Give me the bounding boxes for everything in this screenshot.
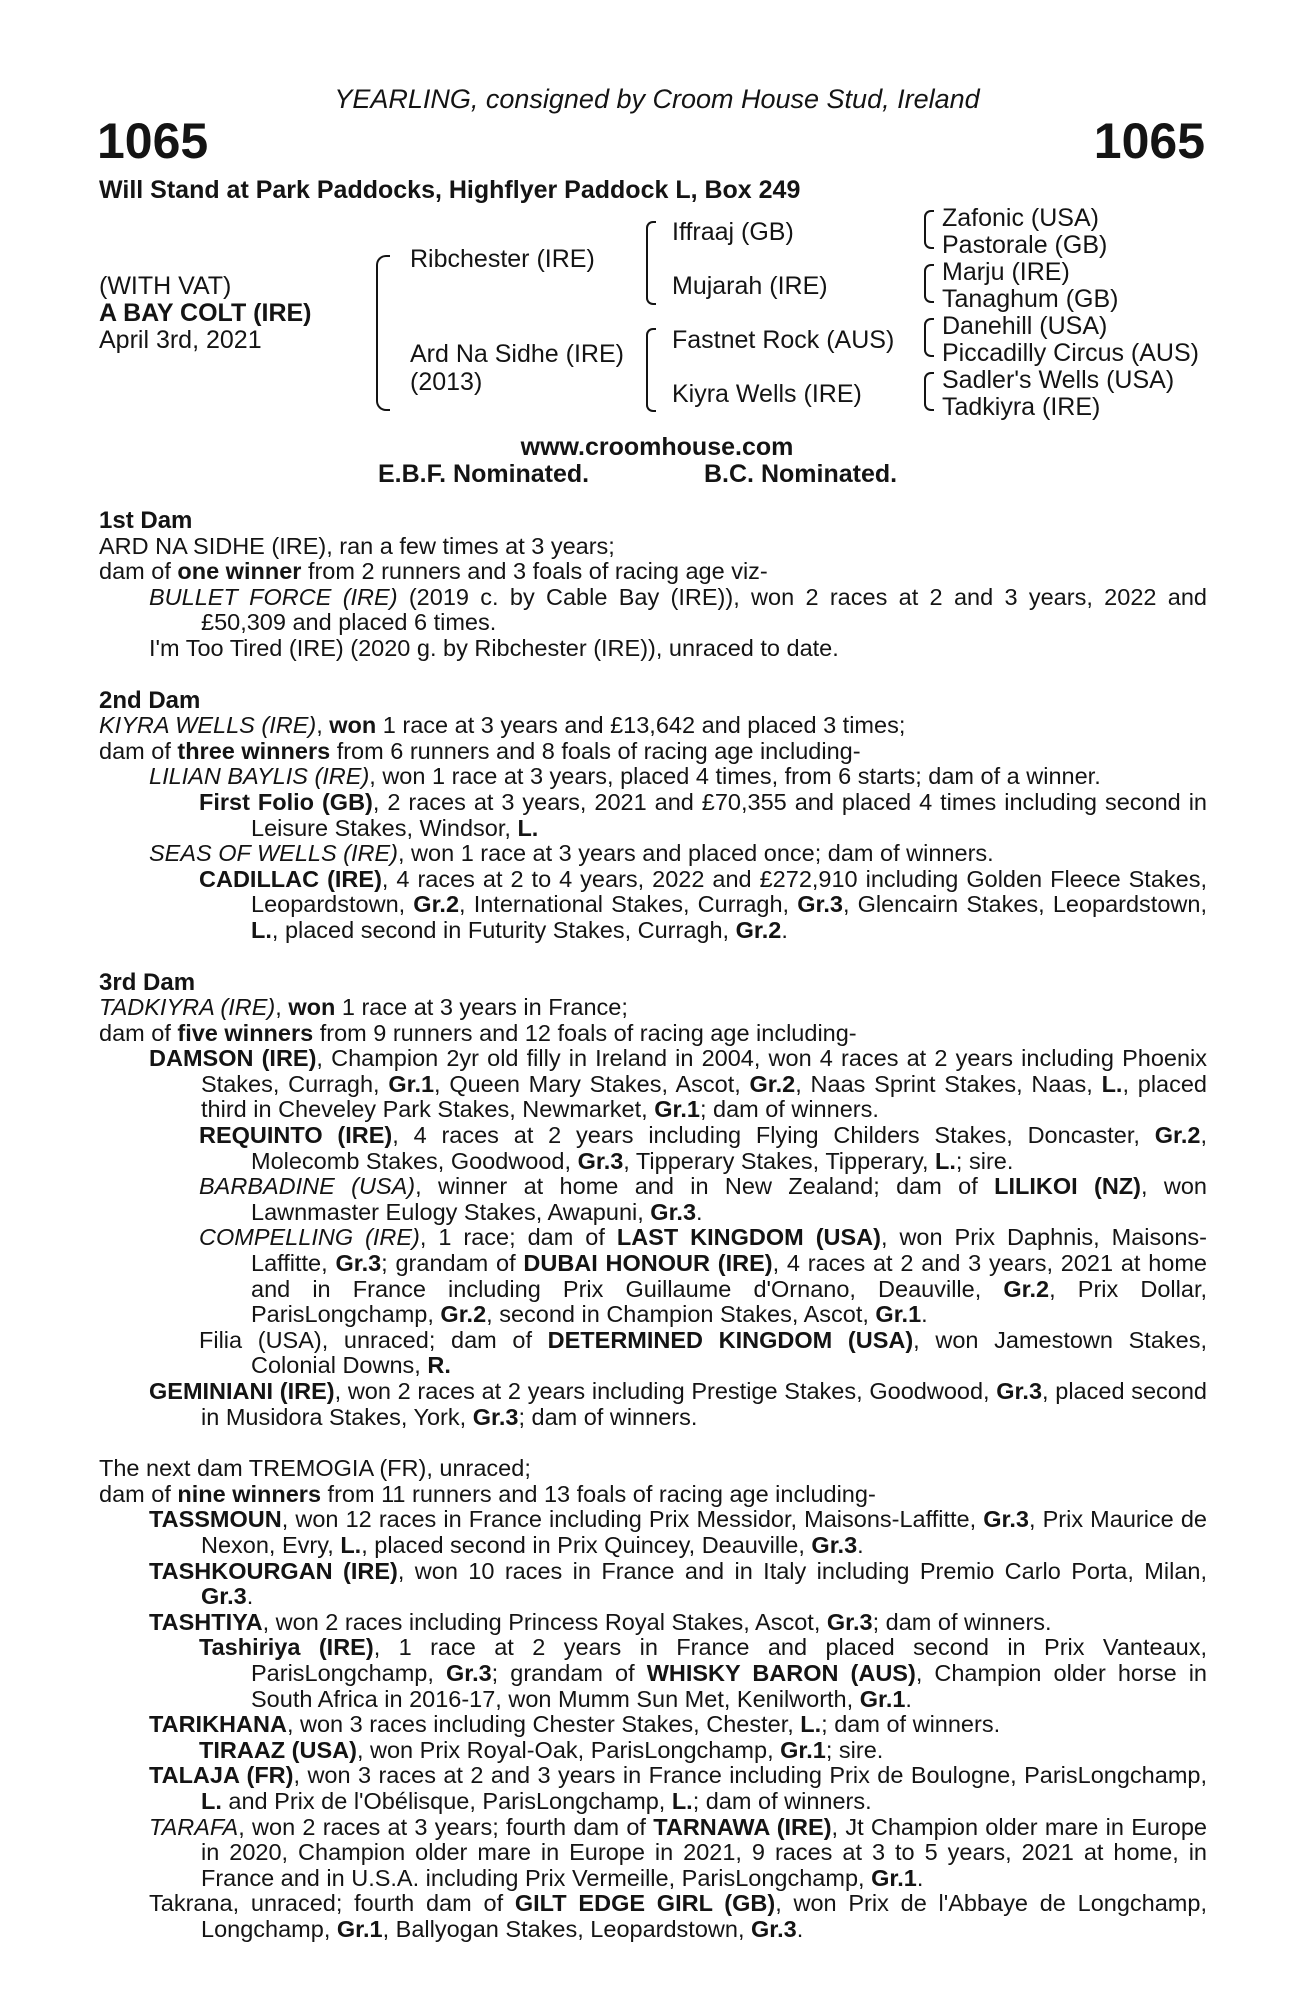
lot-number-left: 1065 <box>97 113 209 169</box>
pedigree-brace-ds <box>924 318 934 357</box>
sds: Marju (IRE) <box>942 258 1070 286</box>
body-line: TIRAAZ (USA), won Prix Royal-Oak, ParisLongchamp, Gr.1; sire. <box>199 1736 884 1763</box>
body-line: Takrana, unraced; fourth dam of GILT EDGE GIRL (GB), won Prix de l'Abbaye de Longchamp, Longchamp, Gr.1, Ballyogan Stakes, Leopardstown, Gr.3. <box>149 1890 1207 1942</box>
body-line: ARD NA SIDHE (IRE), ran a few times at 3 years; <box>99 532 615 559</box>
pedigree-brace-sd <box>924 264 934 303</box>
pedigree-brace-dam <box>646 328 656 412</box>
body-line: GEMINIANI (IRE), won 2 races at 2 years including Prestige Stakes, Goodwood, Gr.3, placed second in Musidora Stakes, York, Gr.3; dam of winners. <box>149 1378 1207 1430</box>
dam-dam: Kiyra Wells (IRE) <box>672 380 862 408</box>
body-line: DAMSON (IRE), Champion 2yr old filly in Ireland in 2004, won 4 races at 2 years including Phoenix Stakes, Curragh, Gr.1, Queen Mary Stakes, Ascot, Gr.2, Naas Sprint Stakes, Naas, L., placed third in Cheveley Park Stakes, Newmarket, Gr.1; dam of winners. <box>149 1045 1208 1123</box>
vat-note: (WITH VAT) <box>99 272 232 300</box>
body-line: I'm Too Tired (IRE) (2020 g. by Ribchester (IRE)), unraced to date. <box>149 634 839 661</box>
body-line: BARBADINE (USA), winner at home and in New Zealand; dam of LILIKOI (NZ), won Lawnmaster Eulogy Stakes, Awapuni, Gr.3. <box>199 1173 1207 1225</box>
horse-name: A BAY COLT (IRE) <box>99 299 312 327</box>
lot-number-right: 1065 <box>1093 113 1205 169</box>
pedigree-brace-main <box>376 255 390 411</box>
body-line: First Folio (GB), 2 races at 3 years, 2021 and £70,355 and placed 4 times including second in Leisure Stakes, Windsor, L. <box>199 788 1207 841</box>
body-line: KIYRA WELLS (IRE), won 1 race at 3 years and £13,642 and placed 3 times; <box>99 712 906 739</box>
body-line: TASSMOUN, won 12 races in France including Prix Messidor, Maisons-Laffitte, Gr.3, Prix Maurice de Nexon, Evry, L., placed second in Prix Quincey, Deauville, Gr.3. <box>149 1506 1207 1558</box>
pedigree-brace-dd <box>924 372 934 411</box>
body-line: dam of five winners from 9 runners and 12 foals of racing age including- <box>99 1019 857 1046</box>
bc-nomination: B.C. Nominated. <box>704 460 898 488</box>
body-line: TASHTIYA, won 2 races including Princess Royal Stakes, Ascot, Gr.3; dam of winners. <box>149 1608 1052 1635</box>
body-line: TASHKOURGAN (IRE), won 10 races in France and in Italy including Premio Carlo Porta, Milan, Gr.3. <box>149 1557 1207 1610</box>
ssd: Pastorale (GB) <box>942 231 1108 259</box>
body-line: Tashiriya (IRE), 1 race at 2 years in France and placed second in Prix Vanteaux, ParisLongchamp, Gr.3; grandam of WHISKY BARON (AUS), Champion older horse in South Africa in 2016-17, won Mumm Sun Met, Kenilworth, Gr.1. <box>199 1634 1207 1712</box>
pedigree-brace-sire <box>646 221 656 305</box>
body-line: LILIAN BAYLIS (IRE), won 1 race at 3 years, placed 4 times, from 6 starts; dam of a winner. <box>149 763 1101 790</box>
body-line: dam of three winners from 6 runners and 8 foals of racing age including- <box>99 737 861 764</box>
sss: Zafonic (USA) <box>942 204 1099 232</box>
dss: Danehill (USA) <box>942 312 1108 340</box>
body-line: COMPELLING (IRE), 1 race; dam of LAST KINGDOM (USA), won Prix Daphnis, Maisons-Laffitte, Gr.3; grandam of DUBAI HONOUR (IRE), 4 races at 2 and 3 years, 2021 at home and in France including Prix Guillaume d'Ornano, Deauville, Gr.2, Prix Dollar, ParisLongchamp, Gr.2, second in Champion Stakes, Ascot, Gr.1. <box>199 1224 1207 1328</box>
body-line: TADKIYRA (IRE), won 1 race at 3 years in France; <box>99 994 628 1021</box>
dam-year: (2013) <box>410 368 483 396</box>
sire-dam: Mujarah (IRE) <box>672 272 828 300</box>
consignor-subtitle: YEARLING, consigned by Croom House Stud, Ireland <box>334 84 980 114</box>
pedigree-brace-ss <box>924 210 934 249</box>
body-line: dam of one winner from 2 runners and 3 foals of racing age viz- <box>99 558 768 585</box>
body-line: SEAS OF WELLS (IRE), won 1 race at 3 years and placed once; dam of winners. <box>149 840 994 867</box>
section-heading-2nd-dam: 2nd Dam <box>99 686 201 714</box>
body-line: TALAJA (FR), won 3 races at 2 and 3 years in France including Prix de Boulogne, ParisLongchamp, L. and Prix de l'Obélisque, ParisLongchamp, L.; dam of winners. <box>149 1762 1207 1814</box>
section-heading-1st-dam: 1st Dam <box>99 507 193 534</box>
sire-sire: Iffraaj (GB) <box>672 218 794 246</box>
stand-location: Will Stand at Park Paddocks, Highflyer Paddock L, Box 249 <box>99 176 801 204</box>
catalogue-body <box>99 508 1207 1942</box>
ddd: Tadkiyra (IRE) <box>942 393 1101 421</box>
body-line: REQUINTO (IRE), 4 races at 2 years including Flying Childers Stakes, Doncaster, Gr.2, Molecomb Stakes, Goodwood, Gr.3, Tipperary Stakes, Tipperary, L.; sire. <box>199 1122 1207 1174</box>
sire-name: Ribchester (IRE) <box>410 245 595 273</box>
body-line: BULLET FORCE (IRE) (2019 c. by Cable Bay (IRE)), won 2 races at 2 and 3 years, 2022 and £50,309 and placed 6 times. <box>149 583 1207 636</box>
ebf-nomination: E.B.F. Nominated. <box>378 460 590 488</box>
dds: Sadler's Wells (USA) <box>942 366 1175 394</box>
section-heading-3rd-dam: 3rd Dam <box>99 968 196 996</box>
sdd: Tanaghum (GB) <box>942 285 1119 313</box>
foaling-date: April 3rd, 2021 <box>99 326 262 354</box>
website-link[interactable]: www.croomhouse.com <box>520 433 794 461</box>
body-line: CADILLAC (IRE), 4 races at 2 to 4 years, 2022 and £272,910 including Golden Fleece Stakes, Leopardstown, Gr.2, International Stakes, Curragh, Gr.3, Glencairn Stakes, Leopardstown, L., placed second in Futurity Stakes, Curragh, Gr.2. <box>199 865 1207 943</box>
dam-sire: Fastnet Rock (AUS) <box>672 326 895 354</box>
dsd: Piccadilly Circus (AUS) <box>942 339 1199 367</box>
body-line: Filia (USA), unraced; dam of DETERMINED KINGDOM (USA), won Jamestown Stakes, Colonial Downs, R. <box>199 1326 1208 1379</box>
body-line: The next dam TREMOGIA (FR), unraced; <box>99 1455 531 1482</box>
body-line: TARAFA, won 2 races at 3 years; fourth dam of TARNAWA (IRE), Jt Champion older mare in Europe in 2020, Champion older mare in Europe in 2021, 9 races at 3 to 5 years, 2021 at home, in France and in U.S.A. including Prix Vermeille, ParisLongchamp, Gr.1. <box>149 1813 1207 1891</box>
dam-name: Ard Na Sidhe (IRE) <box>410 340 624 368</box>
body-line: dam of nine winners from 11 runners and 13 foals of racing age including- <box>99 1480 876 1507</box>
body-line: TARIKHANA, won 3 races including Chester Stakes, Chester, L.; dam of winners. <box>149 1711 1001 1738</box>
